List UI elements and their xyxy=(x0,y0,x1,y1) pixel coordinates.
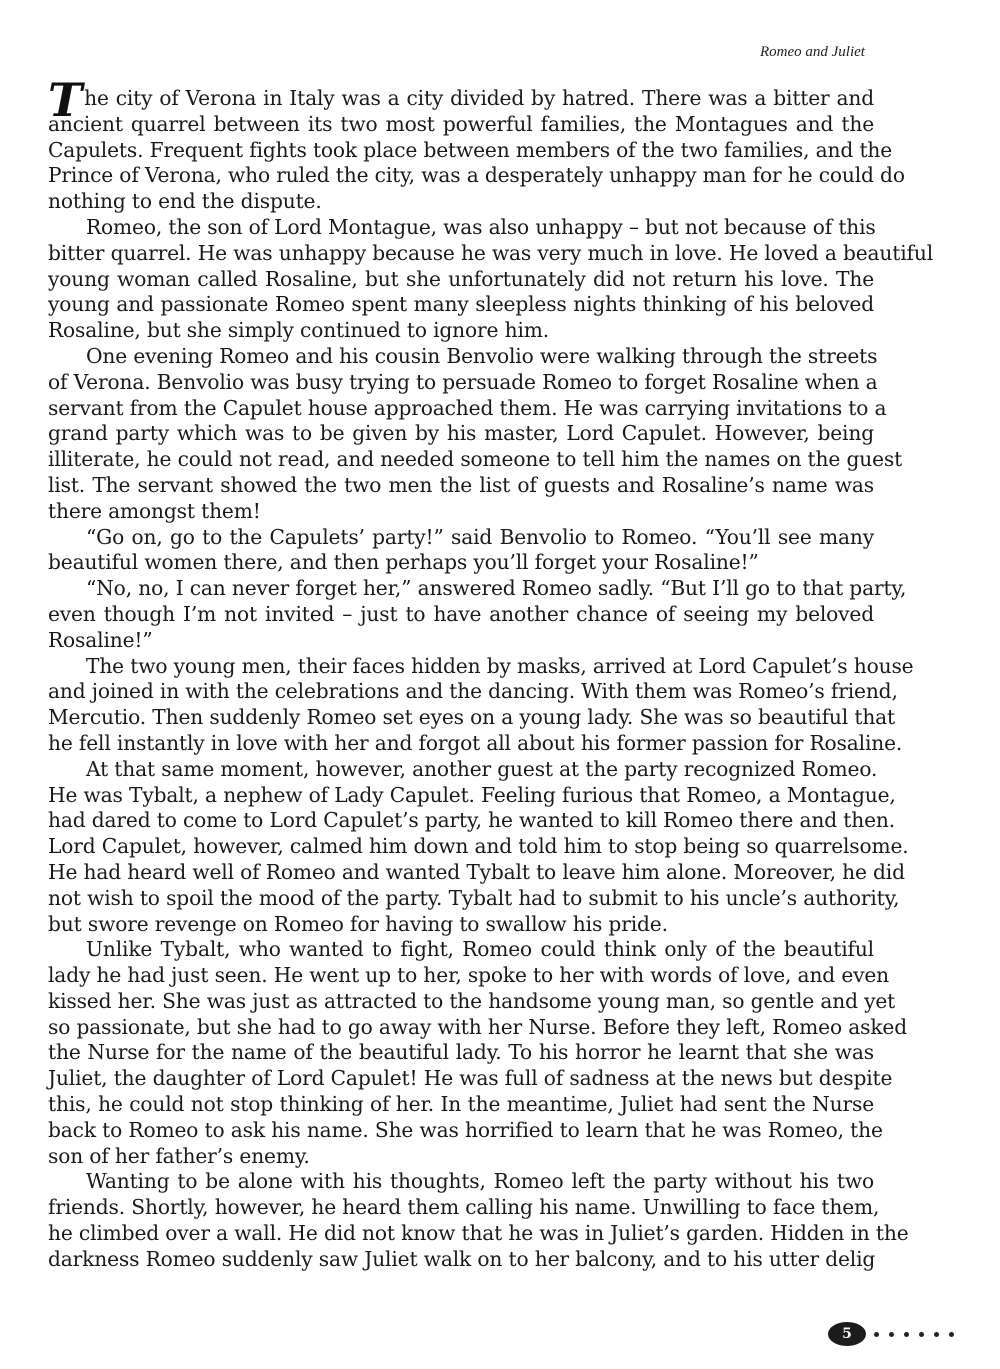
running-header-title: Romeo and Juliet xyxy=(760,44,865,60)
drop-cap-initial: T xyxy=(48,73,83,127)
text-line: Wanting to be alone with his thoughts, Romeo left the party without his two xyxy=(86,1169,874,1194)
text-line: lady he had just seen. He went up to her, spoke to her with words of love, and even xyxy=(48,963,890,988)
decorative-dot xyxy=(949,1332,954,1337)
text-line: this, he could not stop thinking of her. In the meantime, Juliet had sent the Nurse xyxy=(48,1092,874,1117)
text-line: “No, no, I can never forget her,” answered Romeo sadly. “But I’ll go to that party, xyxy=(86,576,907,601)
page-number-badge xyxy=(828,1322,866,1346)
decorative-dot xyxy=(889,1332,894,1337)
story-text xyxy=(48,73,934,1273)
paragraph xyxy=(48,343,903,525)
text-line: Romeo, the son of Lord Montague, was also unhappy – but not because of this xyxy=(86,214,876,239)
text-line: he climbed over a wall. He did not know that he was in Juliet’s garden. Hidden in the xyxy=(48,1221,909,1246)
decorative-dot xyxy=(874,1332,879,1337)
text-line: He had heard well of Romeo and wanted Tybalt to leave him alone. Moreover, he did xyxy=(48,859,905,884)
text-line: beautiful women there, and then perhaps you’ll forget your Rosaline!” xyxy=(48,550,759,575)
text-line: son of her father’s enemy. xyxy=(48,1143,310,1168)
text-line: grand party which was to be given by his master, Lord Capulet. However, being xyxy=(48,421,874,446)
text-line: young woman called Rosaline, but she unfortunately did not return his love. The xyxy=(48,266,874,291)
text-line: One evening Romeo and his cousin Benvolio were walking through the streets xyxy=(86,343,878,368)
decorative-dots xyxy=(874,1332,954,1337)
text-line: even though I’m not invited – just to have another chance of seeing my beloved xyxy=(48,601,874,626)
decorative-dot xyxy=(934,1332,939,1337)
text-line: back to Romeo to ask his name. She was horrified to learn that he was Romeo, the xyxy=(48,1117,883,1142)
text-line: the Nurse for the name of the beautiful lady. To his horror he learnt that she was xyxy=(48,1040,874,1065)
text-line: ancient quarrel between its two most powerful families, the Montagues and the xyxy=(48,111,874,136)
text-line: Lord Capulet, however, calmed him down and told him to stop being so quarrelsome. xyxy=(48,834,909,859)
paragraph xyxy=(48,73,905,215)
text-line: not wish to spoil the mood of the party. Tybalt had to submit to his uncle’s authority, xyxy=(48,885,900,910)
text-line: kissed her. She was just as attracted to the handsome young man, so gentle and yet xyxy=(48,988,896,1013)
text-line: there amongst them! xyxy=(48,498,261,523)
paragraph xyxy=(48,576,907,653)
paragraph xyxy=(48,653,914,757)
text-line: of Verona. Benvolio was busy trying to persuade Romeo to forget Rosaline when a xyxy=(48,369,878,394)
text-line: The two young men, their faces hidden by masks, arrived at Lord Capulet’s house xyxy=(86,653,914,678)
page-folio xyxy=(828,1322,954,1346)
text-line: nothing to end the dispute. xyxy=(48,189,322,214)
text-line: bitter quarrel. He was unhappy because he was very much in love. He loved a beautiful xyxy=(48,240,934,265)
paragraph xyxy=(48,1169,909,1272)
text-line: Mercutio. Then suddenly Romeo set eyes on a young lady. She was so beautiful that xyxy=(48,705,896,730)
text-line: servant from the Capulet house approached them. He was carrying invitations to a xyxy=(48,395,887,420)
text-line: and joined in with the celebrations and the dancing. With them was Romeo’s friend, xyxy=(48,679,898,704)
text-line: friends. Shortly, however, he heard them calling his name. Unwilling to face them, xyxy=(48,1195,880,1220)
text-line: list. The servant showed the two men the list of guests and Rosaline’s name was xyxy=(48,472,874,497)
text-line: Prince of Verona, who ruled the city, was a desperately unhappy man for he could do xyxy=(48,163,905,188)
decorative-dot xyxy=(904,1332,909,1337)
text-line: Rosaline, but she simply continued to ignore him. xyxy=(48,318,550,343)
text-line: so passionate, but she had to go away with her Nurse. Before they left, Romeo asked xyxy=(48,1014,907,1039)
page-number: 5 xyxy=(842,1326,852,1342)
paragraph xyxy=(48,937,907,1169)
text-line: Juliet, the daughter of Lord Capulet! He was full of sadness at the news but despite xyxy=(48,1066,893,1091)
text-line: He was Tybalt, a nephew of Lady Capulet. Feeling furious that Romeo, a Montague, xyxy=(48,782,896,807)
text-line: young and passionate Romeo spent many sleepless nights thinking of his beloved xyxy=(48,292,874,317)
text-line: “Go on, go to the Capulets’ party!” said Benvolio to Romeo. “You’ll see many xyxy=(86,524,874,549)
text-line: At that same moment, however, another guest at the party recognized Romeo. xyxy=(86,756,878,781)
decorative-dot xyxy=(919,1332,924,1337)
text-line: he fell instantly in love with her and forgot all about his former passion for Rosaline. xyxy=(48,730,903,755)
text-line: Capulets. Frequent fights took place between members of the two families, and the xyxy=(48,137,893,162)
paragraph xyxy=(48,214,934,344)
text-line: Rosaline!” xyxy=(48,627,153,652)
text-line: had dared to come to Lord Capulet’s party, he wanted to kill Romeo there and then. xyxy=(48,808,895,833)
text-line: illiterate, he could not read, and needed someone to tell him the names on the guest xyxy=(48,447,903,472)
text-line: but swore revenge on Romeo for having to swallow his pride. xyxy=(48,911,668,936)
paragraph xyxy=(48,756,909,938)
text-line: darkness Romeo suddenly saw Juliet walk on to her balcony, and to his utter delig xyxy=(48,1246,876,1271)
paragraph xyxy=(48,525,874,577)
text-line: Unlike Tybalt, who wanted to fight, Romeo could think only of the beautiful xyxy=(86,937,874,962)
text-line-content: he city of Verona in Italy was a city divided by hatred. There was a bitter and xyxy=(84,86,874,110)
